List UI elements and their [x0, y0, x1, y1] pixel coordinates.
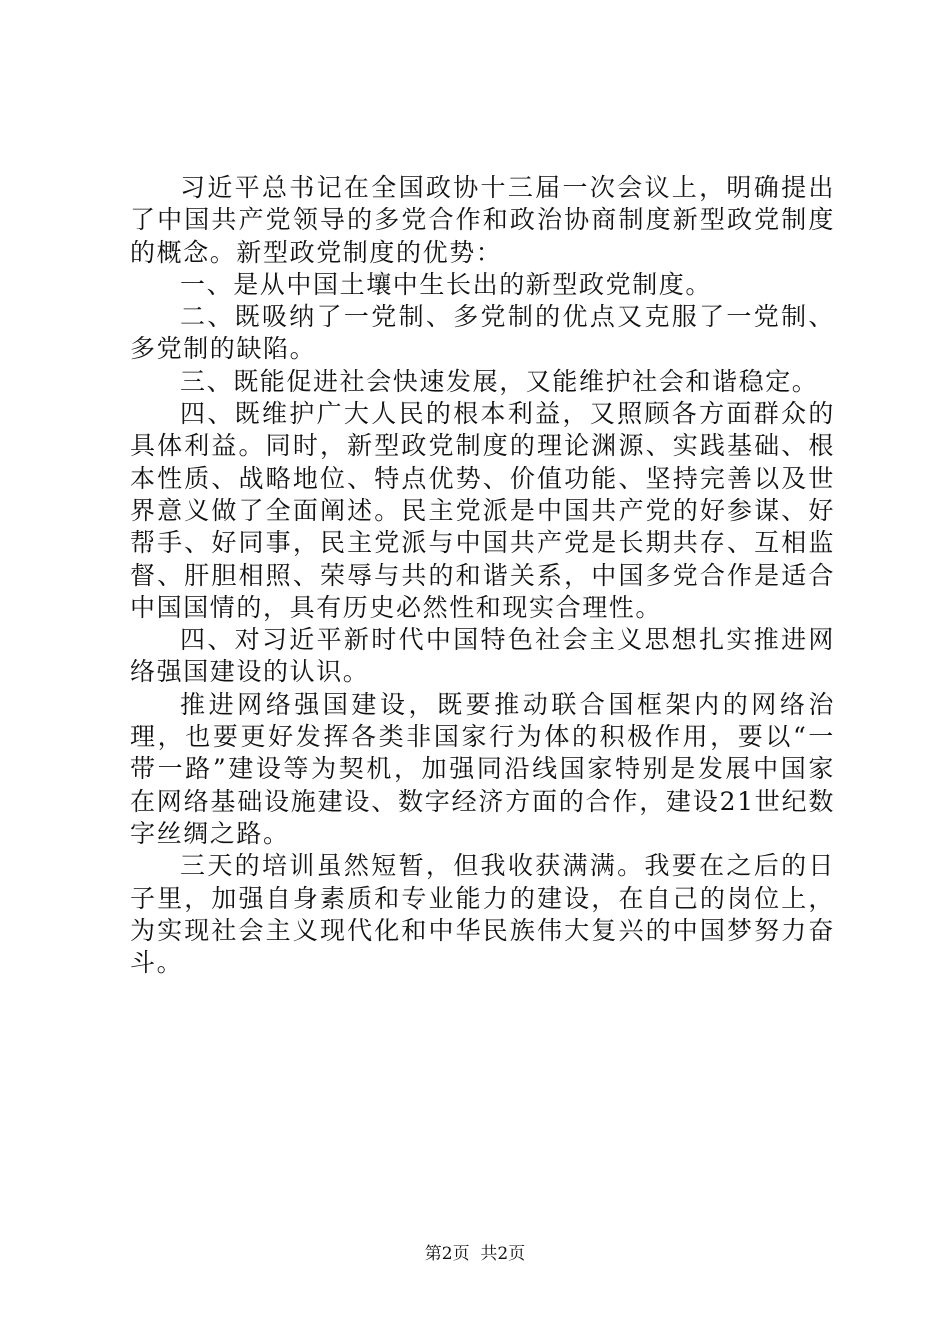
paragraph-intro: 习近平总书记在全国政协十三届一次会议上，明确提出了中国共产党领导的多党合作和政治协商制度新型政党制度的概念。新型政党制度的优势： — [130, 173, 835, 267]
paragraph-point-2: 二、既吸纳了一党制、多党制的优点又克服了一党制、多党制的缺陷。 — [130, 302, 835, 364]
paragraph-point-3: 三、既能促进社会快速发展，又能维护社会和谐稳定。 — [180, 366, 819, 396]
page-number-label: 第2页 共2页 — [424, 1244, 526, 1264]
paragraph-network-body: 推进网络强国建设，既要推动联合国框架内的网络治理，也要更好发挥各类非国家行为体的积极作用，要以“一带一路”建设等为契机，加强同沿线国家特别是发展中国家在网络基础设施建设、数字经济方面的合作，建设21世纪数字丝绸之路。 — [130, 689, 835, 848]
page-footer — [0, 1242, 950, 1266]
paragraph-network-heading: 四、对习近平新时代中国特色社会主义思想扎实推进网络强国建设的认识。 — [130, 625, 835, 687]
paragraph-conclusion: 三天的培训虽然短暂，但我收获满满。我要在之后的日子里，加强自身素质和专业能力的建设，在自己的岗位上，为实现社会主义现代化和中华民族伟大复兴的中国梦努力奋斗。 — [130, 851, 835, 978]
paragraph-point-4: 四、既维护广大人民的根本利益，又照顾各方面群众的具体利益。同时，新型政党制度的理论渊源、实践基础、根本性质、战略地位、特点优势、价值功能、坚持完善以及世界意义做了全面阐述。民主党派是中国共产党的好参谋、好帮手、好同事，民主党派与中国共产党是长期共存、互相监督、肝胆相照、荣辱与共的和谐关系，中国多党合作是适合中国国情的，具有历史必然性和现实合理性。 — [130, 399, 835, 622]
document-body — [130, 172, 835, 979]
paragraph-point-1: 一、是从中国土壤中生长出的新型政党制度。 — [180, 269, 713, 299]
